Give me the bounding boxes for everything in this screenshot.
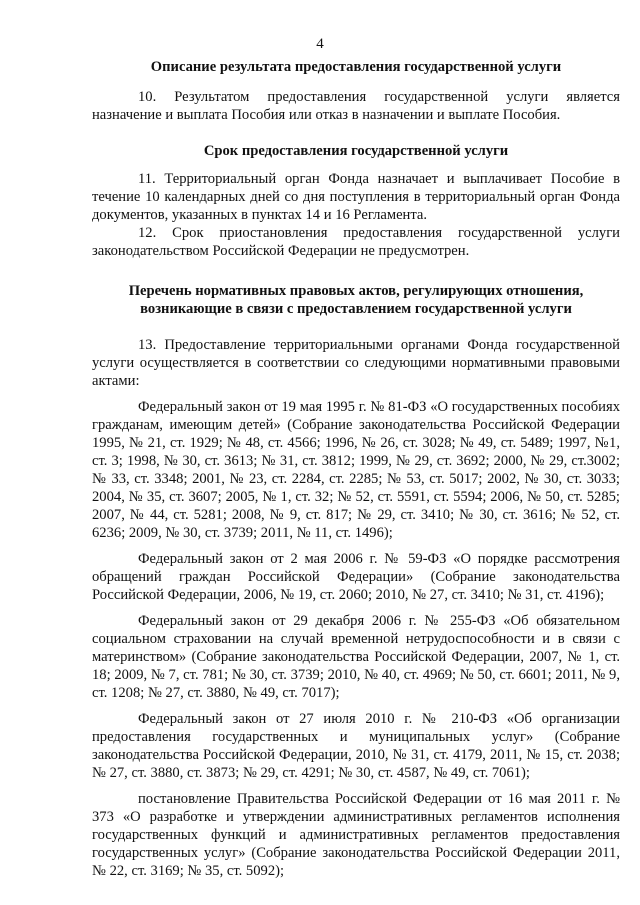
act-item-3: Федеральный закон от 29 декабря 2006 г. № 255-ФЗ «Об обязательном социальном страховании на случай временной нетрудоспособности и в связи с материнством» (Собрание законодательства Российской Федерации, 2007, № 1, ст. 18; 2009, № 7, ст. 781; № 30, ст. 3739; 2010, № 40, ст. 4969; № 50, ст. 6601; 2011, № 9, ст. 1208; № 27, ст. 3880, № 49, ст. 7017); [92,613,620,701]
act-item-4: Федеральный закон от 27 июля 2010 г. № 210-ФЗ «Об организации предоставления государственных и муниципальных услуг» (Собрание законодательства Российской Федерации, 2010, № 31, ст. 4179, 2011, № 15, ст. 2038; № 27, ст. 3880, ст. 3873; № 29, ст. 4291; № 30, ст. 4587, № 49, ст. 7061); [92,711,620,781]
paragraph-13: 13. Предоставление территориальными органами Фонда государственной услуги осуществляется в соответствии со следующими нормативными правовыми актами: [92,337,620,389]
result-heading: Описание результата предоставления государственной услуги [150,59,562,75]
term-heading: Срок предоставления государственной услуги [203,143,509,159]
paragraph-11: 11. Территориальный орган Фонда назначает и выплачивает Пособие в течение 10 календарных дней со дня поступления в территориальный орган Фонда документов, указанных в пунктах 14 и 16 Регламента. [92,171,620,223]
acts-heading: Перечень нормативных правовых актов, регулирующих отношения, возникающие в связи с предоставлением государственной услуги [128,283,584,317]
document-body [92,56,620,888]
act-item-5: постановление Правительства Российской Федерации от 16 мая 2011 г. № 373 «О разработке и утверждении административных регламентов исполнения государственных функций и административных регламентов предоставления государственных услуг» (Собрание законодательства Российской Федерации 2011, № 22, ст. 3169; № 35, ст. 5092); [92,791,620,879]
act-item-2: Федеральный закон от 2 мая 2006 г. № 59-ФЗ «О порядке рассмотрения обращений граждан Российской Федерации» (Собрание законодательства Российской Федерации, 2006, № 19, ст. 2060; 2010, № 27, ст. 3410; № 31, ст. 4196); [92,551,620,603]
paragraph-12: 12. Срок приостановления предоставления государственной услуги законодательством Российской Федерации не предусмотрен. [92,225,620,259]
act-item-1: Федеральный закон от 19 мая 1995 г. № 81-ФЗ «О государственных пособиях гражданам, имеющим детей» (Собрание законодательства Российской Федерации 1995, № 21, ст. 1929; № 48, ст. 4566; 1996, № 26, ст. 3028; № 49, ст. 5489; 1997, №1, ст. 3; 1998, № 30, ст. 3613; № 31, ст. 3812; 1999, № 29, ст. 3692; 2000, № 29, ст.3002; № 33, ст. 3348; 2001, № 23, ст. 2284, ст. 2285; № 53, ст. 5017; 2002, № 30, ст. 3033; 2004, № 35, ст. 3607; 2005, № 1, ст. 32; № 52, ст. 5591, ст. 5594; 2006, № 50, ст. 5285; 2007, № 44, ст. 5281; 2008, № 9, ст. 817; № 29, ст. 3410; № 30, ст. 3616; № 52, ст. 6236; 2009, № 30, ст. 3739; 2011, № 11, ст. 1496); [92,399,620,541]
page-number: 4 [316,36,324,52]
paragraph-10: 10. Результатом предоставления государственной услуги является назначение и выплата Пособия или отказ в назначении и выплате Пособия. [92,89,620,123]
